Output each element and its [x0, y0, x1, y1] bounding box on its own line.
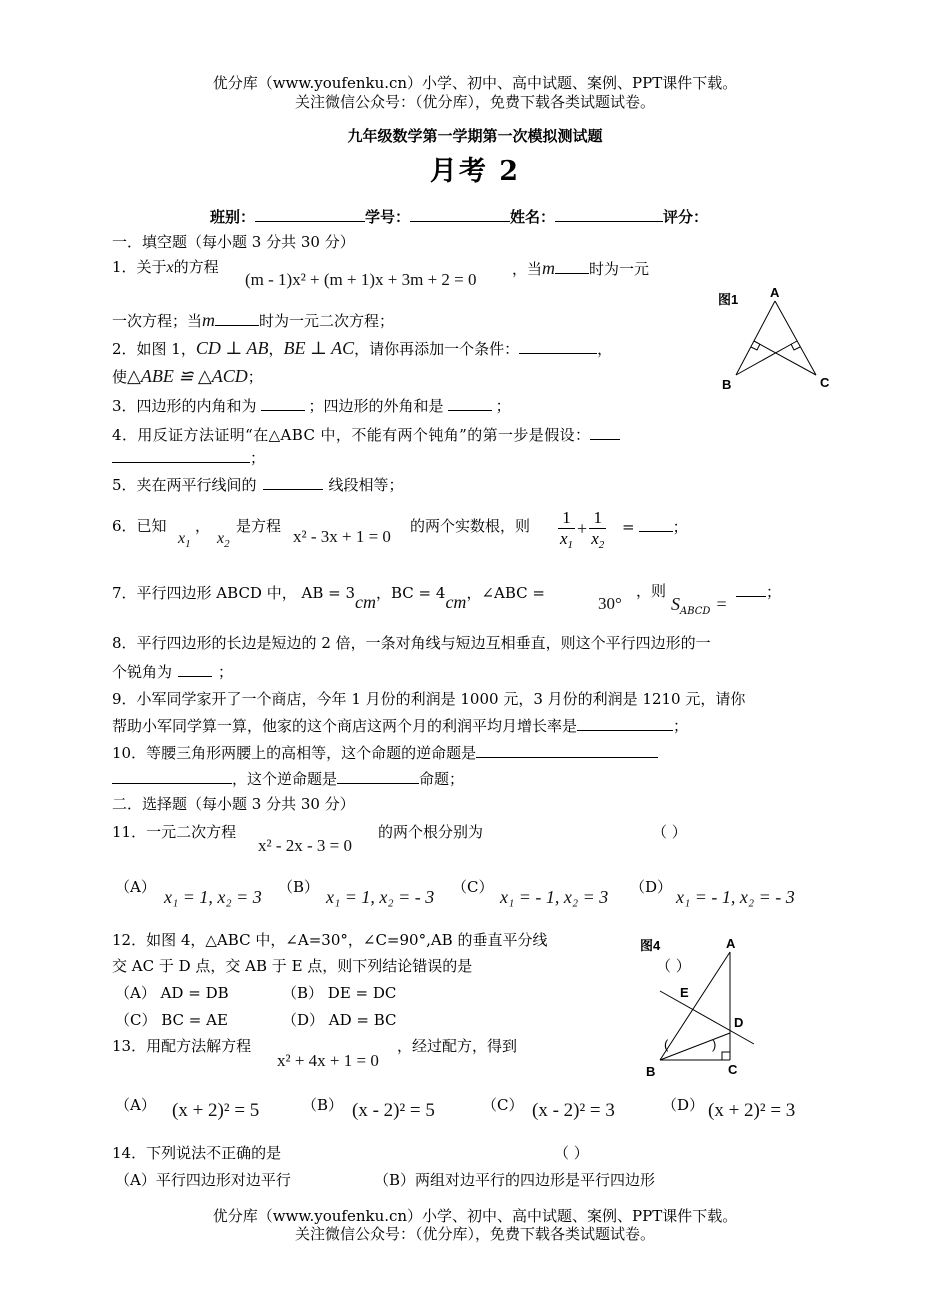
- student-id-field[interactable]: [410, 207, 510, 222]
- q7-text-c: ，∠ABC =: [466, 584, 545, 602]
- q11-option-b-label[interactable]: （B）: [278, 878, 320, 896]
- q12-option-a[interactable]: （A） AD = DB: [115, 984, 229, 1002]
- q10-blank-3[interactable]: [337, 769, 419, 784]
- q3-text-a: 3．四边形的内角和为: [112, 397, 257, 415]
- figure-4-label: 图4: [640, 938, 661, 953]
- name-field[interactable]: [555, 207, 663, 222]
- q4-blank-1[interactable]: [590, 425, 620, 440]
- q2-blank[interactable]: [519, 339, 597, 354]
- q2-text-d: 使: [112, 368, 128, 386]
- q13-equation: x² + 4x + 1 = 0: [277, 1051, 379, 1070]
- q13-text-b: ，经过配方，得到: [397, 1037, 518, 1055]
- q2-separator: ，: [268, 340, 284, 358]
- q1-text-d: 时为一元: [589, 260, 650, 278]
- exam-subtitle: 月考 2: [429, 156, 521, 187]
- q6-text-d: 的两个实数根，则: [410, 517, 531, 535]
- q1-var-x: x: [166, 259, 174, 276]
- q7-area-symbol: S: [671, 594, 680, 614]
- section-1-title: 一．填空题（每小题 3 分共 30 分）: [112, 233, 355, 251]
- question-12-line-1: 12．如图 4，△ABC 中，∠A=30°，∠C=90°,AB 的垂直平分线: [112, 931, 548, 949]
- header-line-1: 优分库（www.youfenku.cn）小学、初中、高中试题、案例、PPT课件下载。: [212, 74, 738, 92]
- q13-option-d[interactable]: (x + 2)² = 3: [708, 1100, 796, 1121]
- q7-unit-cm-1: cm: [355, 592, 376, 612]
- q10-blank-2[interactable]: [112, 769, 232, 784]
- figure-4-segment-bd: [660, 1033, 730, 1060]
- question-2-line-1: [112, 338, 612, 360]
- q11-text-b: 的两个根分别为: [378, 823, 484, 841]
- q5-text-a: 5．夹在两平行线间的: [112, 476, 257, 494]
- figure-4-side-ab: [660, 952, 730, 1060]
- q8-text-c: ；: [218, 663, 234, 681]
- header-line-2: 关注微信公众号：（优分库），免费下载各类试题试卷。: [294, 93, 655, 111]
- question-1-line-2: [112, 310, 394, 332]
- q1-text-f: 时为一元二次方程；: [259, 312, 395, 330]
- q11-option-c-label[interactable]: （C）: [452, 878, 494, 896]
- q12-option-d[interactable]: （D） AD = BC: [282, 1011, 397, 1029]
- q11-option-a-label[interactable]: （A）: [115, 878, 156, 896]
- q7-unit-cm-2: cm: [445, 592, 467, 612]
- figure-1: [712, 283, 840, 393]
- q6-fraction-2: $\frac{1}{x_2}$: [591, 508, 605, 552]
- figure-4-right-angle-c: [722, 1052, 730, 1060]
- q6-answer: [622, 517, 688, 536]
- section-2-title: 二．选择题（每小题 3 分共 30 分）: [112, 795, 355, 813]
- q7-equals: =: [716, 594, 727, 614]
- q1-var-m: m: [542, 258, 556, 278]
- q13-option-c[interactable]: (x - 2)² = 3: [532, 1100, 615, 1121]
- figure-4-point-b: B: [646, 1064, 656, 1079]
- question-4-line-2: [112, 448, 265, 467]
- question-8-line-1: 8．平行四边形的长边是短边的 2 倍，一条对角线与短边互相垂直，则这个平行四边形的一: [112, 634, 711, 652]
- q12-option-c[interactable]: （C） BC = AE: [115, 1011, 228, 1029]
- figure-4-point-c: C: [728, 1062, 738, 1077]
- question-13-text-a: 13．用配方法解方程: [112, 1037, 252, 1055]
- q7-area-subscript: ABCD: [680, 606, 711, 617]
- q7-blank[interactable]: [736, 582, 766, 597]
- q13-option-d-label[interactable]: （D）: [662, 1096, 705, 1114]
- q2-congruence: △ABE ≌ △ACD: [127, 366, 248, 386]
- q3-blank-2[interactable]: [448, 396, 492, 411]
- q13-option-c-label[interactable]: （C）: [482, 1096, 524, 1114]
- q6-text-c: 是方程: [236, 517, 282, 535]
- q8-text-b: 个锐角为: [112, 663, 173, 681]
- q6-expression: [556, 508, 608, 553]
- score-label: 评分：: [663, 208, 709, 226]
- q6-plus: +: [577, 518, 588, 539]
- question-9-line-2: [112, 716, 688, 735]
- q13-option-a[interactable]: (x + 2)² = 5: [172, 1100, 260, 1121]
- q14-answer-paren[interactable]: （ ）: [554, 1144, 589, 1162]
- question-3: [112, 396, 511, 415]
- q2-condition-2: BE ⊥ AC: [283, 338, 355, 358]
- q7-text-d: ，则: [636, 582, 667, 600]
- q6-fraction-1: $\frac{1}{x_1}$: [560, 508, 574, 552]
- q6-var-x2: $x_2$: [217, 530, 230, 550]
- q12-option-b[interactable]: （B） DE = DC: [282, 984, 397, 1002]
- footer-line-1: 优分库（www.youfenku.cn）小学、初中、高中试题、案例、PPT课件下载。: [212, 1207, 738, 1225]
- q10-blank-1[interactable]: [476, 743, 658, 758]
- q13-option-a-label[interactable]: （A）: [115, 1096, 156, 1114]
- q13-option-b-label[interactable]: （B）: [302, 1096, 344, 1114]
- figure-1-point-a: A: [770, 285, 780, 300]
- q2-text-e: ；: [247, 368, 263, 386]
- question-4-line-1: [112, 425, 620, 444]
- q5-blank[interactable]: [263, 475, 323, 490]
- question-14: 14．下列说法不正确的是: [112, 1144, 282, 1162]
- figure-1-label: 图1: [718, 292, 739, 307]
- q11-option-a[interactable]: x₁ = 1, x₂ = 3: [164, 887, 262, 907]
- question-8-line-2: [112, 662, 233, 681]
- q1-blank-1[interactable]: [555, 259, 589, 274]
- q7-text-b: ，BC = 4: [376, 584, 446, 602]
- q2-text-b: ，请你再添加一个条件：: [354, 340, 520, 358]
- figure-1-point-c: C: [820, 375, 830, 390]
- q11-option-d-label[interactable]: （D）: [630, 878, 673, 896]
- question-6-text-a: 6．已知: [112, 517, 167, 535]
- q9-text-b: 帮助小军同学算一算，他家的这个商店这两个月的利润平均月增长率是: [112, 717, 578, 735]
- question-7: [112, 582, 545, 612]
- q1-text-c: ，当: [512, 260, 543, 278]
- q6-blank[interactable]: [639, 517, 673, 532]
- q6-equals: =: [622, 518, 635, 536]
- q11-option-d[interactable]: x₁ = - 1, x₂ = - 3: [676, 887, 795, 907]
- class-field[interactable]: [255, 207, 365, 222]
- student-id-label: 学号：: [365, 208, 411, 226]
- figure-4-paren-close: ): [712, 1037, 717, 1052]
- question-11-text-a: 11．一元二次方程: [112, 823, 237, 841]
- exam-title: 九年级数学第一学期第一次模拟测试题: [347, 127, 603, 145]
- q1-var-m-2: m: [202, 310, 216, 330]
- q1-equation: (m - 1)x² + (m + 1)x + 3m + 2 = 0: [245, 270, 477, 289]
- q6-text-e: ；: [672, 518, 688, 536]
- question-10-line-2: [112, 769, 464, 788]
- q9-text-c: ；: [673, 717, 689, 735]
- class-label: 班别：: [210, 208, 256, 226]
- student-info-row: [210, 207, 708, 226]
- footer-line-2: 关注微信公众号：（优分库），免费下载各类试题试卷。: [294, 1225, 655, 1243]
- question-2-line-2: [112, 366, 263, 388]
- q4-text-a: 4．用反证方法证明“在△ABC 中，不能有两个钝角”的第一步是假设：: [112, 426, 591, 444]
- q7-area: [671, 594, 727, 618]
- figure-4-paren-open: (: [664, 1037, 669, 1052]
- q2-text-a: 2．如图 1，: [112, 340, 196, 358]
- q11-answer-paren[interactable]: （ ）: [652, 823, 687, 841]
- q6-equation: x² - 3x + 1 = 0: [293, 527, 391, 546]
- question-10-line-1: [112, 743, 658, 762]
- q9-blank[interactable]: [577, 716, 673, 731]
- q12-answer-paren[interactable]: （ ）: [656, 957, 691, 975]
- q3-blank-1[interactable]: [261, 396, 305, 411]
- q3-text-c: ；: [495, 397, 511, 415]
- q1-text-a: 1．关于: [112, 258, 167, 276]
- q3-text-b: ；四边形的外角和是: [308, 397, 444, 415]
- q11-option-b[interactable]: x₁ = 1, x₂ = - 3: [326, 887, 435, 907]
- q2-condition-1: CD ⊥ AB: [195, 338, 269, 358]
- q11-option-c[interactable]: x₁ = - 1, x₂ = 3: [500, 887, 609, 907]
- q10-text-a: 10．等腰三角形两腰上的高相等，这个命题的逆命题是: [112, 744, 477, 762]
- figure-4-point-e: E: [680, 985, 689, 1000]
- question-9-line-1: 9．小军同学家开了一个商店，今年 1 月份的利润是 1000 元，3 月份的利润是 1210 元，请你: [112, 690, 746, 708]
- question-1-line-1: [112, 258, 219, 277]
- q6-text-b: ，: [195, 517, 211, 535]
- q13-option-b[interactable]: (x - 2)² = 5: [352, 1100, 435, 1121]
- figure-4-point-d: D: [734, 1015, 744, 1030]
- q4-text-b: ；: [250, 449, 266, 467]
- figure-4: [636, 930, 760, 1082]
- q7-angle: 30°: [598, 594, 622, 613]
- question-1-line-1-tail: [512, 258, 649, 280]
- q6-var-x1: $x_1$: [178, 530, 191, 550]
- figure-1-right-angle-e: [791, 344, 800, 350]
- q1-text-e: 一次方程；当: [112, 312, 203, 330]
- q1-text-b: 的方程: [173, 258, 219, 276]
- q10-text-c: 命题；: [419, 770, 465, 788]
- q8-blank[interactable]: [178, 662, 212, 677]
- q11-equation: x² - 2x - 3 = 0: [258, 836, 353, 855]
- question-5: [112, 475, 404, 494]
- question-12-line-2: 交 AC 于 D 点，交 AB 于 E 点，则下列结论错误的是: [112, 957, 473, 975]
- q7-tail: [736, 582, 781, 601]
- q4-blank-2[interactable]: [112, 448, 250, 463]
- q7-text-a: 7．平行四边形 ABCD 中， AB = 3: [112, 584, 355, 602]
- figure-1-point-b: B: [722, 377, 732, 392]
- q2-text-c: ，: [597, 340, 613, 358]
- q1-blank-2[interactable]: [215, 311, 259, 326]
- q10-text-b: ，这个逆命题是: [232, 770, 338, 788]
- name-label: 姓名：: [510, 208, 556, 226]
- q14-option-a[interactable]: （A）平行四边形对边平行: [115, 1171, 291, 1189]
- figure-4-point-a: A: [726, 936, 736, 951]
- q7-text-e: ；: [766, 583, 782, 601]
- q5-text-b: 线段相等；: [328, 476, 404, 494]
- q14-option-b[interactable]: （B）两组对边平行的四边形是平行四边形: [374, 1171, 656, 1189]
